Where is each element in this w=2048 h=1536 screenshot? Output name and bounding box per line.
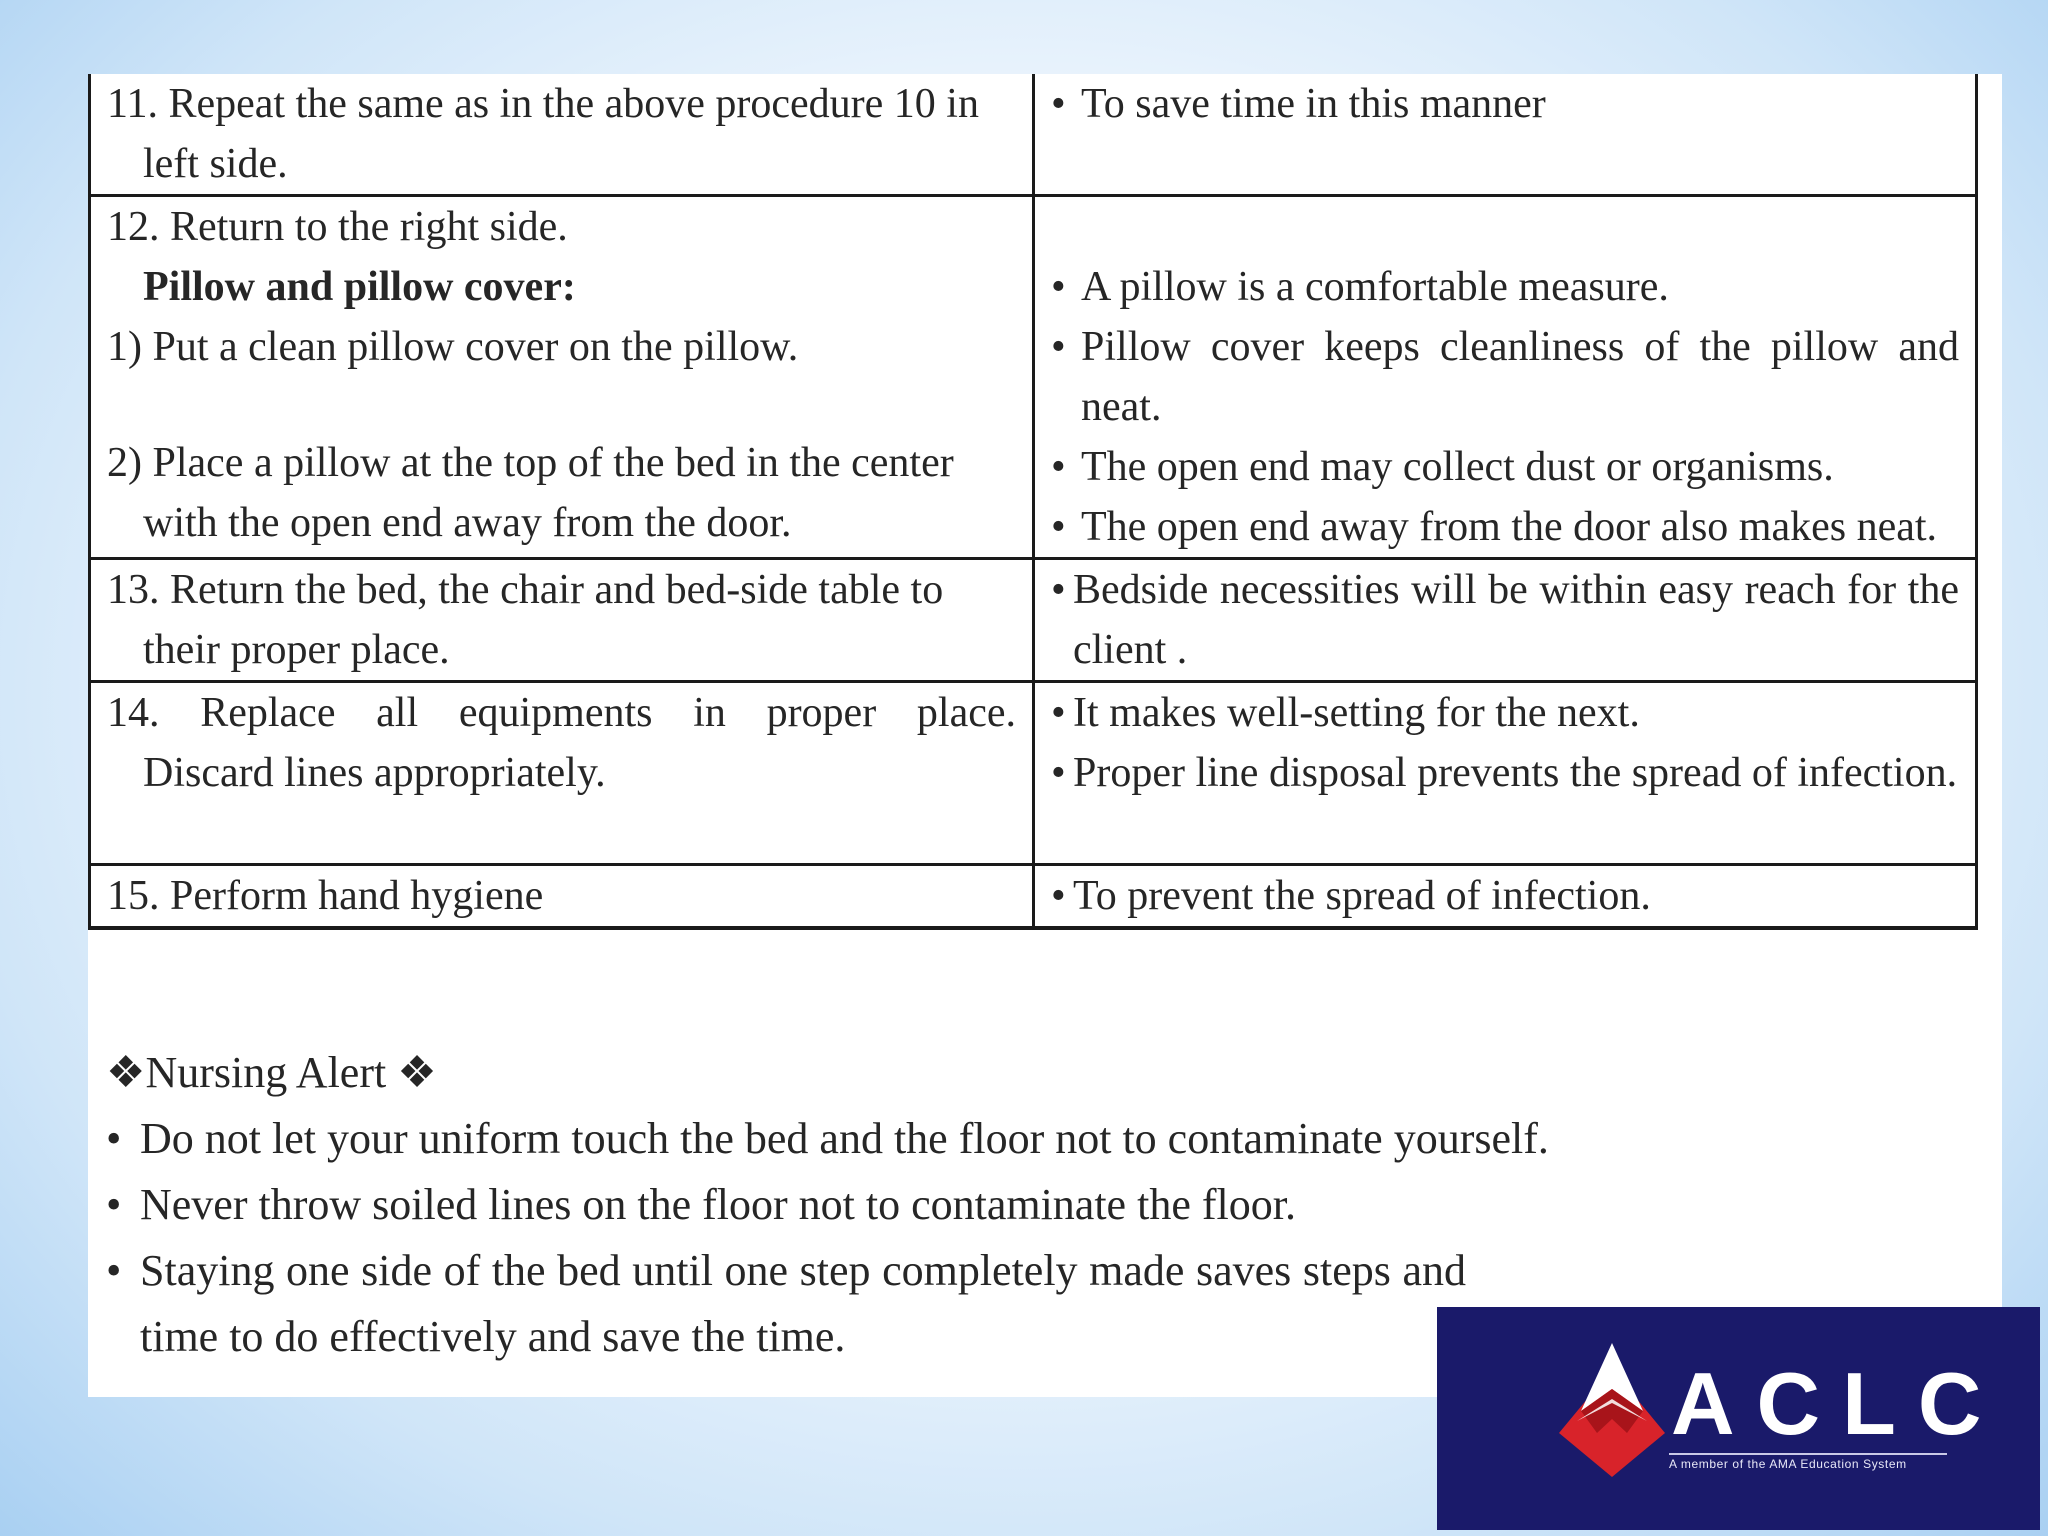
- rationale-cell: [1034, 865, 1977, 929]
- logo-divider: [1669, 1453, 1947, 1455]
- table-row: [90, 196, 1977, 559]
- procedure-table: [88, 74, 1978, 930]
- bullet-icon: •: [1051, 324, 1066, 370]
- step-text: 11. Repeat the same as in the above procedure 10 in: [107, 81, 979, 127]
- step-text: 13. Return the bed, the chair and bed-side table to: [107, 567, 944, 613]
- rationale-text: The open end away from the door also makes neat.: [1081, 504, 1938, 550]
- logo-name: ACLC: [1671, 1354, 2004, 1453]
- nursing-alert-title: ❖Nursing Alert ❖: [106, 1048, 437, 1097]
- procedure-sheet: [88, 74, 2002, 1397]
- step-text: 15. Perform hand hygiene: [107, 873, 544, 919]
- step-subheading: Pillow and pillow cover:: [143, 264, 576, 310]
- table-row: [90, 559, 1977, 682]
- step-cell: [90, 74, 1034, 196]
- alert-text: Do not let your uniform touch the bed and the floor not to contaminate yourself.: [140, 1114, 1549, 1163]
- rationale-text: Bedside necessities will be within easy reach for the client .: [1073, 567, 1959, 673]
- step-cell: [90, 865, 1034, 929]
- bullet-icon: •: [106, 1180, 122, 1229]
- bullet-icon: •: [1051, 444, 1066, 490]
- table-row: [90, 74, 1977, 196]
- bullet-icon: •: [1051, 873, 1066, 919]
- bullet-icon: •: [106, 1114, 122, 1163]
- bullet-icon: •: [1051, 264, 1066, 310]
- rationale-cell: [1034, 682, 1977, 865]
- alert-item: [106, 1106, 1986, 1172]
- rationale-text: A pillow is a comfortable measure.: [1081, 264, 1669, 310]
- rationale-cell: [1034, 559, 1977, 682]
- logo-tagline: A member of the AMA Education System: [1669, 1457, 1907, 1471]
- step-cell: [90, 559, 1034, 682]
- rationale-text: Proper line disposal prevents the spread of infection.: [1073, 750, 1958, 796]
- step-text-continued: their proper place.: [143, 627, 450, 673]
- aclc-logo: [1437, 1307, 2040, 1530]
- step-subitem-continued: with the open end away from the door.: [143, 500, 792, 546]
- bullet-icon: •: [1051, 750, 1066, 796]
- step-text: 12. Return to the right side.: [107, 204, 568, 250]
- bullet-icon: •: [106, 1246, 122, 1295]
- alert-item: [106, 1172, 1986, 1238]
- rationale-text: It makes well-setting for the next.: [1073, 690, 1640, 736]
- step-subitem: 2) Place a pillow at the top of the bed in the center: [107, 440, 954, 486]
- rationale-text: Pillow cover keeps cleanliness of the pillow and neat.: [1081, 324, 1959, 430]
- bullet-icon: •: [1051, 504, 1066, 550]
- step-text-continued: left side.: [143, 141, 288, 187]
- bullet-icon: •: [1051, 690, 1066, 736]
- rationale-cell: [1034, 196, 1977, 559]
- step-cell: [90, 682, 1034, 865]
- alert-text: Never throw soiled lines on the floor not to contaminate the floor.: [140, 1180, 1296, 1229]
- step-cell: [90, 196, 1034, 559]
- rationale-cell: [1034, 74, 1977, 196]
- table-row: [90, 865, 1977, 929]
- bullet-icon: •: [1051, 567, 1066, 613]
- step-subitem: 1) Put a clean pillow cover on the pillow.: [107, 324, 799, 370]
- rationale-text: To save time in this manner: [1081, 81, 1546, 127]
- table-row: [90, 682, 1977, 865]
- rationale-text: To prevent the spread of infection.: [1073, 873, 1651, 919]
- step-text: 14. Replace all equipments in proper place.: [107, 690, 1016, 736]
- rationale-text: The open end may collect dust or organisms.: [1081, 444, 1834, 490]
- alert-text: Staying one side of the bed until one step completely made saves steps and time to do effectively and save the time.: [140, 1246, 1466, 1361]
- step-text-continued: Discard lines appropriately.: [143, 750, 606, 796]
- aclc-diamond-icon: [1547, 1341, 1677, 1481]
- bullet-icon: •: [1051, 81, 1066, 127]
